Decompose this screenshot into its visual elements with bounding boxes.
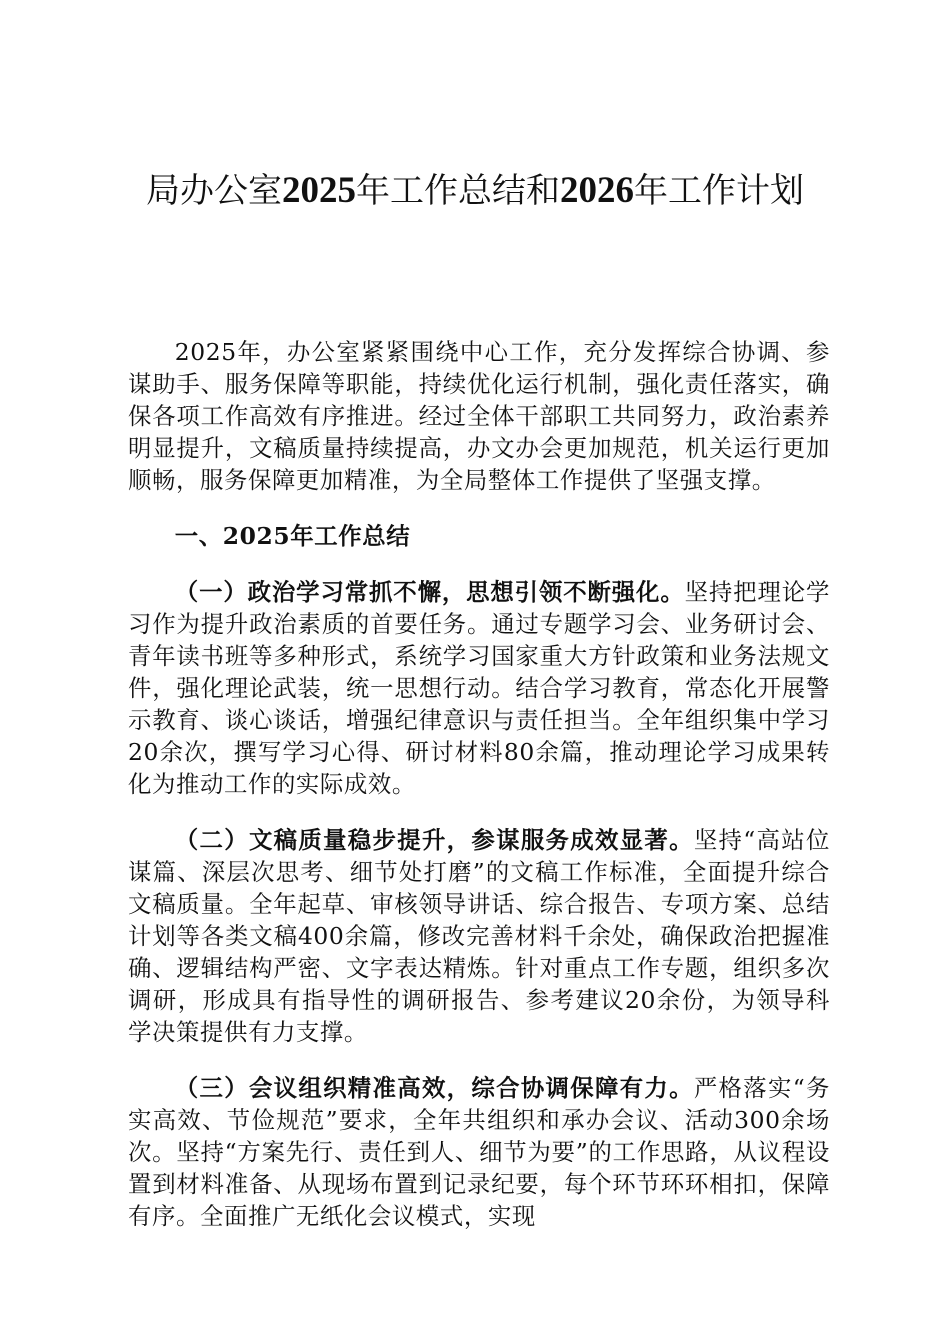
summary-item-2 xyxy=(128,824,830,1048)
section-heading: 一、2025年工作总结 xyxy=(174,522,411,550)
item-lead: （三）会议组织精准高效，综合协调保障有力。 xyxy=(174,1074,694,1102)
summary-item-3 xyxy=(128,1072,830,1232)
item-body: 严格落实“务实高效、节俭规范”要求，全年共组织和承办会议、活动300余场次。坚持“方案先行、责任到人、细节为要”的工作思路，从议程设置到材料准备、从现场布置到记录纪要，每个环节环环相扣，保障有序。全面推广无纸化会议模式，实现 xyxy=(128,1074,830,1230)
title-year-2025: 2025 xyxy=(282,170,356,211)
summary-item-1 xyxy=(128,576,830,800)
intro-paragraph: 2025年，办公室紧紧围绕中心工作，充分发挥综合协调、参谋助手、服务保障等职能，持续优化运行机制，强化责任落实，确保各项工作高效有序推进。经过全体干部职工共同努力，政治素养明显提升，文稿质量持续提高，办文办会更加规范，机关运行更加顺畅，服务保障更加精准，为全局整体工作提供了坚强支撑。 xyxy=(128,338,830,494)
page-title xyxy=(0,168,950,214)
title-mid: 年工作总结和 xyxy=(356,171,560,211)
title-prefix: 局办公室 xyxy=(146,171,282,211)
title-year-2026: 2026 xyxy=(560,170,634,211)
document-body xyxy=(128,336,830,1232)
item-body: 坚持把理论学习作为提升政治素质的首要任务。通过专题学习会、业务研讨会、青年读书班等多种形式，系统学习国家重大方针政策和业务法规文件，强化理论武装，统一思想行动。结合学习教育，常态化开展警示教育、谈心谈话，增强纪律意识与责任担当。全年组织集中学习20余次，撰写学习心得、研讨材料80余篇，推动理论学习成果转化为推动工作的实际成效。 xyxy=(128,578,830,798)
item-lead: （一）政治学习常抓不懈，思想引领不断强化。 xyxy=(174,578,685,606)
item-body: 坚持“高站位谋篇、深层次思考、细节处打磨”的文稿工作标准，全面提升综合文稿质量。全年起草、审核领导讲话、综合报告、专项方案、总结计划等各类文稿400余篇，修改完善材料千余处，确保政治把握准确、逻辑结构严密、文字表达精炼。针对重点工作专题，组织多次调研，形成具有指导性的调研报告、参考建议20余份，为领导科学决策提供有力支撑。 xyxy=(128,826,830,1046)
title-suffix: 年工作计划 xyxy=(634,171,804,211)
item-lead: （二）文稿质量稳步提升，参谋服务成效显著。 xyxy=(174,826,694,854)
